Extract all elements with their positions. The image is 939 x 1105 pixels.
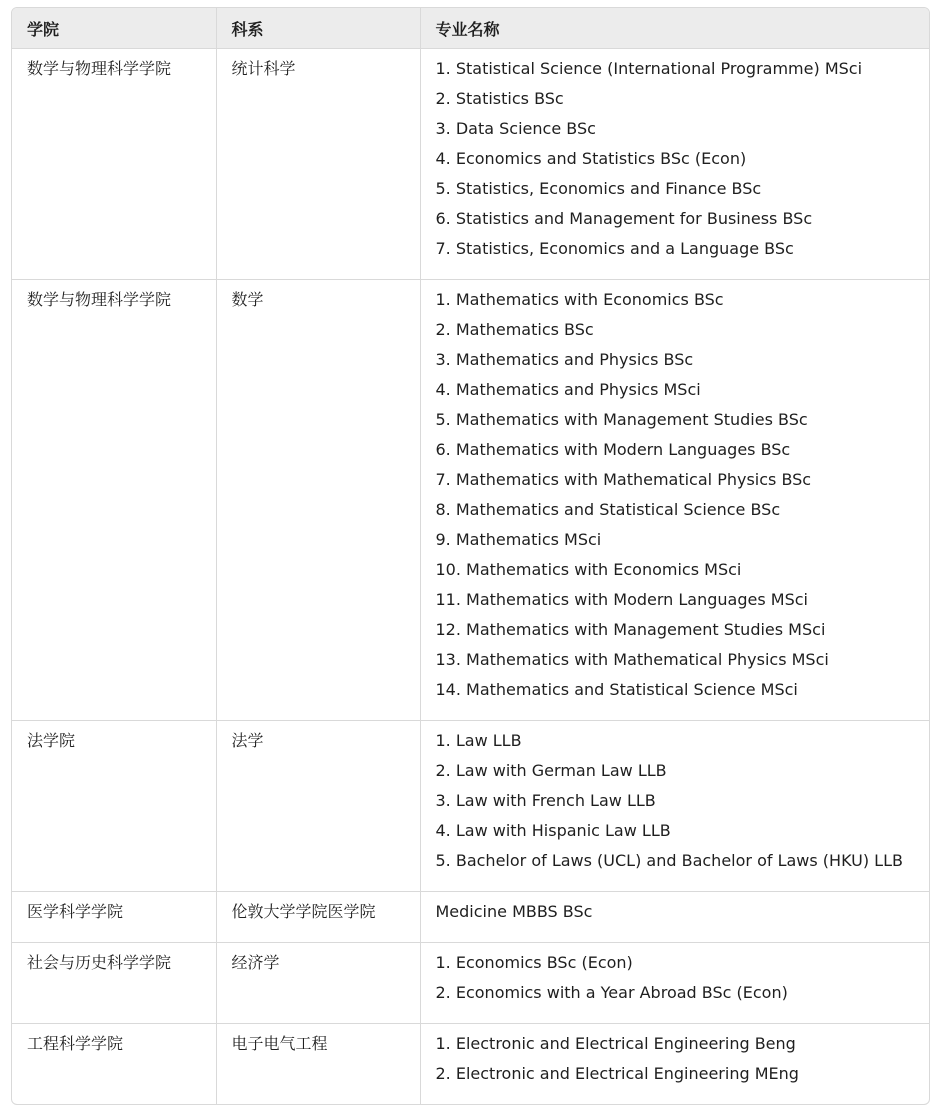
college-cell	[12, 49, 216, 280]
major-item: 5. Statistics, Economics and Finance BSc	[435, 179, 762, 198]
major-cell	[420, 943, 929, 1024]
major-list	[436, 953, 915, 1013]
major-item: 13. Mathematics with Mathematical Physics MSci	[435, 650, 829, 669]
major-item: 4. Economics and Statistics BSc (Econ)	[435, 149, 747, 168]
college-name: 数学与物理科学学院	[27, 290, 172, 309]
department-cell	[216, 280, 420, 721]
major-item: 1. Economics BSc (Econ)	[435, 953, 633, 972]
major-cell	[420, 49, 929, 280]
department-name: 数学	[231, 290, 264, 309]
department-name: 经济学	[231, 953, 280, 972]
major-cell	[420, 1024, 929, 1105]
major-item: 1. Mathematics with Economics BSc	[435, 290, 724, 309]
major-cell	[420, 892, 929, 943]
programs-table-container	[11, 7, 930, 1105]
department-cell	[216, 49, 420, 280]
major-item: 3. Law with French Law LLB	[435, 791, 656, 810]
department-cell	[216, 1024, 420, 1105]
table-row	[12, 280, 929, 721]
major-item: 12. Mathematics with Management Studies MSci	[435, 620, 826, 639]
major-item: 1. Electronic and Electrical Engineering Beng	[435, 1034, 796, 1053]
college-name: 法学院	[27, 731, 76, 750]
major-item: 11. Mathematics with Modern Languages MSci	[435, 590, 808, 609]
header-row	[12, 8, 929, 49]
major-item: 2. Law with German Law LLB	[435, 761, 667, 780]
department-name: 伦敦大学学院医学院	[231, 902, 376, 921]
college-cell	[12, 943, 216, 1024]
department-cell	[216, 943, 420, 1024]
department-cell	[216, 721, 420, 892]
header-major: 专业名称	[420, 8, 929, 49]
table-row	[12, 892, 929, 943]
major-item: 5. Bachelor of Laws (UCL) and Bachelor of Laws (HKU) LLB	[435, 851, 903, 870]
college-cell	[12, 892, 216, 943]
major-item: 2. Statistics BSc	[435, 89, 564, 108]
department-cell	[216, 892, 420, 943]
table-body	[12, 49, 929, 1105]
header-college: 学院	[12, 8, 216, 49]
major-item: 1. Statistical Science (International Programme) MSci	[435, 59, 863, 78]
major-item: 2. Electronic and Electrical Engineering MEng	[435, 1064, 799, 1083]
department-name: 法学	[231, 731, 264, 750]
major-list	[436, 902, 915, 932]
college-cell	[12, 721, 216, 892]
major-cell	[420, 721, 929, 892]
major-item: 10. Mathematics with Economics MSci	[435, 560, 742, 579]
department-name: 电子电气工程	[231, 1034, 328, 1053]
table-row	[12, 1024, 929, 1105]
major-list	[436, 290, 915, 710]
major-item: 6. Statistics and Management for Business BSc	[435, 209, 813, 228]
major-item: 4. Law with Hispanic Law LLB	[435, 821, 671, 840]
department-name: 统计科学	[231, 59, 296, 78]
major-list	[436, 731, 915, 881]
programs-table	[12, 8, 929, 1104]
major-item: 6. Mathematics with Modern Languages BSc	[435, 440, 791, 459]
major-item: 2. Economics with a Year Abroad BSc (Econ)	[435, 983, 788, 1002]
major-item: 7. Mathematics with Mathematical Physics BSc	[435, 470, 812, 489]
major-item: 14. Mathematics and Statistical Science MSci	[435, 680, 798, 699]
header-department: 科系	[216, 8, 420, 49]
major-item: 8. Mathematics and Statistical Science BSc	[435, 500, 781, 519]
major-item: 9. Mathematics MSci	[435, 530, 602, 549]
college-cell	[12, 1024, 216, 1105]
major-item: 7. Statistics, Economics and a Language BSc	[435, 239, 794, 258]
major-cell	[420, 280, 929, 721]
major-list	[436, 1034, 915, 1094]
major-item: 3. Mathematics and Physics BSc	[435, 350, 694, 369]
major-item: Medicine MBBS BSc	[435, 902, 593, 921]
table-row	[12, 721, 929, 892]
table-header	[12, 8, 929, 49]
college-cell	[12, 280, 216, 721]
major-list	[436, 59, 915, 269]
major-item: 2. Mathematics BSc	[435, 320, 594, 339]
table-row	[12, 49, 929, 280]
major-item: 1. Law LLB	[435, 731, 522, 750]
college-name: 社会与历史科学学院	[27, 953, 172, 972]
college-name: 医学科学学院	[27, 902, 124, 921]
college-name: 工程科学学院	[27, 1034, 124, 1053]
major-item: 3. Data Science BSc	[435, 119, 596, 138]
college-name: 数学与物理科学学院	[27, 59, 172, 78]
major-item: 5. Mathematics with Management Studies BSc	[435, 410, 808, 429]
table-row	[12, 943, 929, 1024]
major-item: 4. Mathematics and Physics MSci	[435, 380, 701, 399]
